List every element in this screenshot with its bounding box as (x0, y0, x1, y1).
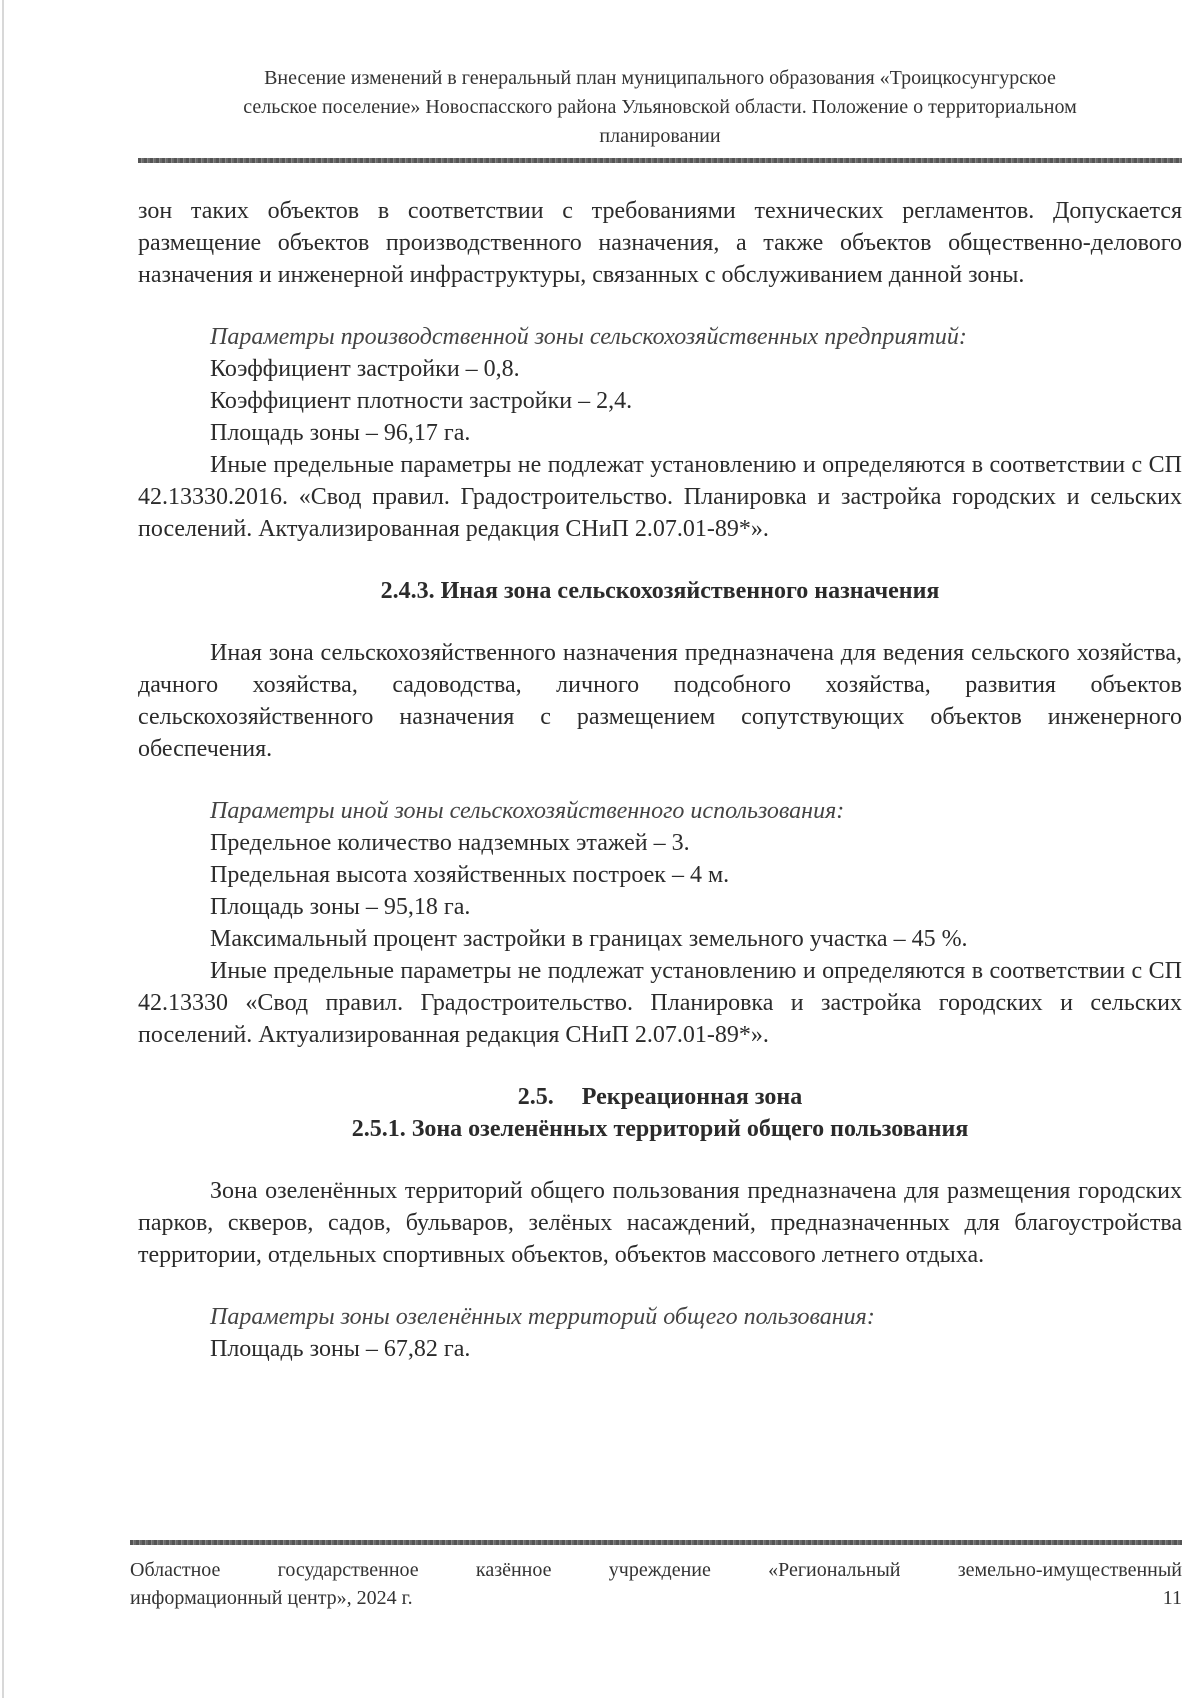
intro-paragraph: зон таких объектов в соответствии с требованиями технических регламентов. Допускается размещение объектов производственного назначения, а также объектов общественно-делового назначения и инженерной инфраструктуры, связанных с обслуживанием данной зоны. (138, 198, 1182, 288)
footer-line-1: Областное государственное казённое учреждение «Региональный земельно-имущественный (130, 1559, 1182, 1581)
section-heading-2-5-1: 2.5.1. Зона озеленённых территорий общего пользования (351, 1116, 969, 1142)
params-note: Иные предельные параметры не подлежат установлению и определяются в соответствии с СП 42.13330.2016. «Свод правил. Градостроительство. Планировка и застройка городских и сельских поселений. Актуализированная редакция СНиП 2.07.01-89*». (138, 452, 1182, 542)
param-item: Площадь зоны – 67,82 га. (210, 1336, 471, 1362)
section-paragraph: Иная зона сельскохозяйственного назначения предназначена для ведения сельского хозяйства, дачного хозяйства, садоводства, личного подсобного хозяйства, развития объектов сельскохозяйственного назначения с размещением сопутствующих объектов инженерного обеспечения. (138, 640, 1182, 762)
param-item: Предельное количество надземных этажей – 3. (210, 830, 690, 856)
param-item: Коэффициент плотности застройки – 2,4. (210, 388, 633, 414)
page-header (138, 64, 1182, 151)
page-number: 11 (1162, 1587, 1182, 1609)
scan-edge-line (2, 0, 4, 1698)
params-title: Параметры производственной зоны сельскохозяйственных предприятий: (210, 324, 967, 350)
header-line-1: Внесение изменений в генеральный план муниципального образования «Троицкосунгурское (264, 67, 1056, 89)
header-rule (138, 158, 1182, 163)
section-heading-2-5 (138, 1081, 1182, 1113)
param-item: Максимальный процент застройки в границах земельного участка – 45 %. (210, 926, 968, 952)
page-footer (130, 1556, 1182, 1612)
param-item: Предельная высота хозяйственных построек – 4 м. (210, 862, 730, 888)
other-agri-params (138, 795, 1182, 1051)
section-title: Рекреационная зона (581, 1084, 803, 1110)
param-item: Площадь зоны – 95,18 га. (210, 894, 471, 920)
footer-line-2: информационный центр», 2024 г. (130, 1587, 413, 1609)
footer-rule (130, 1540, 1182, 1545)
section-number: 2.5. (517, 1084, 554, 1110)
document-body (138, 195, 1182, 1365)
params-title: Параметры зоны озеленённых территорий общего пользования: (210, 1304, 875, 1330)
header-line-3: планировании (599, 125, 721, 147)
params-title: Параметры иной зоны сельскохозяйственного использования: (210, 798, 845, 824)
param-item: Коэффициент застройки – 0,8. (210, 356, 520, 382)
params-note: Иные предельные параметры не подлежат установлению и определяются в соответствии с СП 42.13330 «Свод правил. Градостроительство. Планировка и застройка городских и сельских поселений. Актуализированная редакция СНиП 2.07.01-89*». (138, 958, 1182, 1048)
param-item: Площадь зоны – 96,17 га. (210, 420, 471, 446)
section-paragraph: Зона озеленённых территорий общего пользования предназначена для размещения городских парков, скверов, садов, бульваров, зелёных насаждений, предназначенных для благоустройства территории, отдельных спортивных объектов, объектов массового летнего отдыха. (138, 1178, 1182, 1268)
green-zone-params (138, 1301, 1182, 1365)
header-line-2: сельское поселение» Новоспасского района Ульяновской области. Положение о территориальном (243, 96, 1077, 118)
section-heading-2-4-3: 2.4.3. Иная зона сельскохозяйственного назначения (380, 578, 940, 604)
agri-enterprise-params (138, 321, 1182, 545)
